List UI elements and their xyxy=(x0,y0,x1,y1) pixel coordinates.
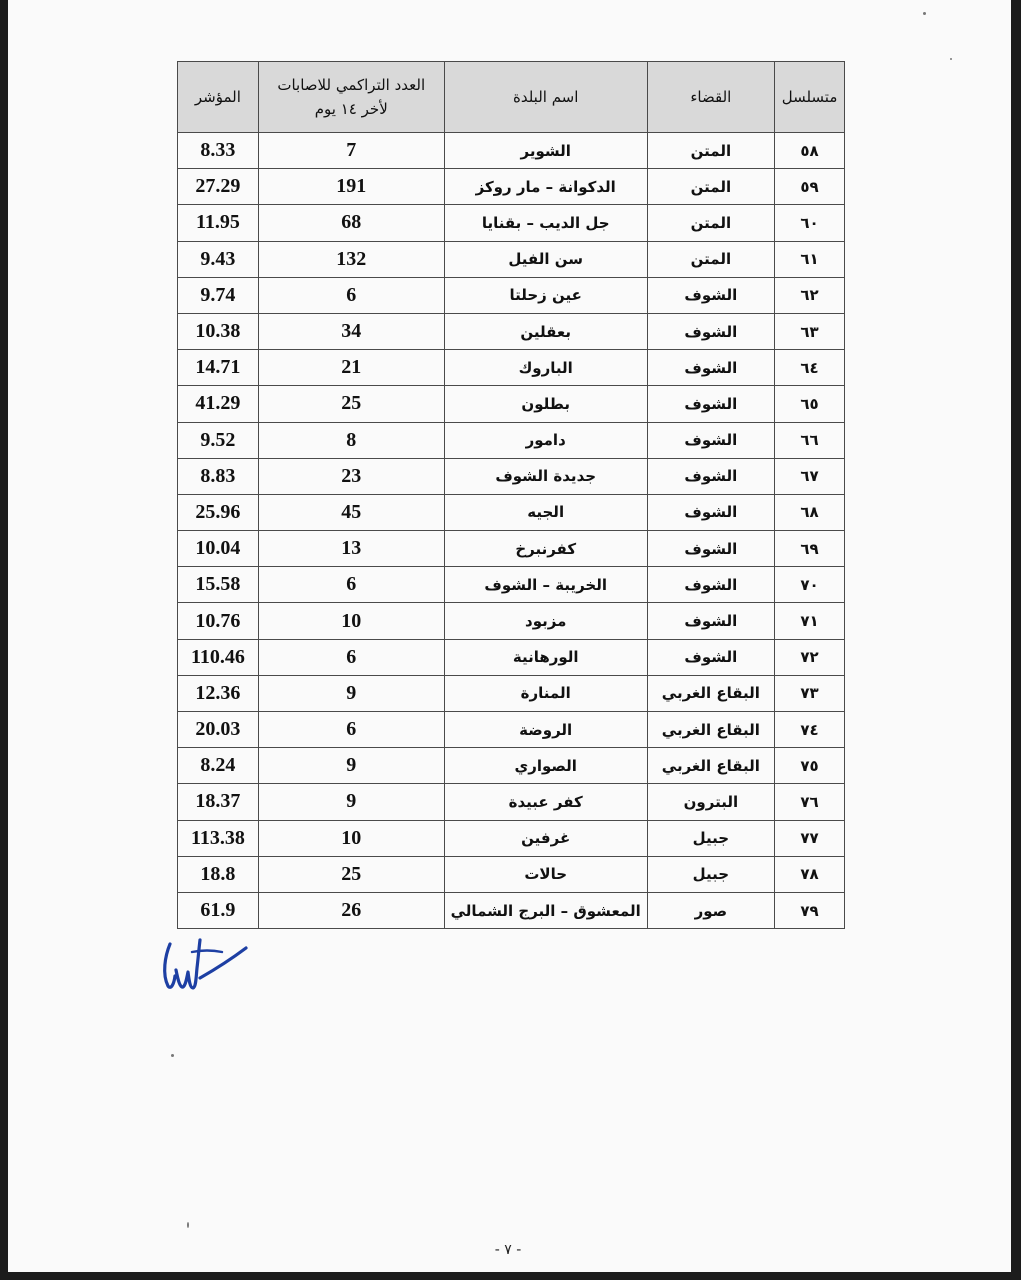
cell-town: جل الديب – بقنايا xyxy=(444,205,647,241)
cell-index: 15.58 xyxy=(178,567,259,603)
cell-index: 18.8 xyxy=(178,856,259,892)
cell-cases: 25 xyxy=(258,856,444,892)
cell-district: الشوف xyxy=(647,603,774,639)
cell-cases: 45 xyxy=(258,494,444,530)
cell-district: صور xyxy=(647,892,774,928)
table-row xyxy=(178,639,845,675)
cell-cases: 191 xyxy=(258,169,444,205)
scan-speck xyxy=(187,1222,189,1228)
cell-town: بطلون xyxy=(444,386,647,422)
cell-town: عين زحلتا xyxy=(444,277,647,313)
cell-district: الشوف xyxy=(647,277,774,313)
cell-serial: ٦١ xyxy=(775,241,845,277)
cell-index: 110.46 xyxy=(178,639,259,675)
cell-cases: 68 xyxy=(258,205,444,241)
cell-town: المعشوق – البرج الشمالي xyxy=(444,892,647,928)
cell-district: الشوف xyxy=(647,567,774,603)
table-row xyxy=(178,241,845,277)
cell-index: 27.29 xyxy=(178,169,259,205)
table-row xyxy=(178,350,845,386)
cell-index: 12.36 xyxy=(178,675,259,711)
table-row xyxy=(178,603,845,639)
paper-sheet xyxy=(8,0,1011,1272)
cell-town: الدكوانة – مار روكز xyxy=(444,169,647,205)
signature xyxy=(156,930,256,998)
header-district: القضاء xyxy=(647,62,774,133)
cell-serial: ٦٣ xyxy=(775,313,845,349)
cell-cases: 10 xyxy=(258,603,444,639)
cell-index: 9.74 xyxy=(178,277,259,313)
cell-index: 11.95 xyxy=(178,205,259,241)
cell-town: دامور xyxy=(444,422,647,458)
cell-serial: ٧٨ xyxy=(775,856,845,892)
cell-index: 20.03 xyxy=(178,712,259,748)
cell-index: 41.29 xyxy=(178,386,259,422)
cell-serial: ٧٠ xyxy=(775,567,845,603)
cell-town: المنارة xyxy=(444,675,647,711)
towns-table xyxy=(177,61,845,929)
cell-town: كفرنبرخ xyxy=(444,531,647,567)
cell-town: غرفين xyxy=(444,820,647,856)
table-row xyxy=(178,313,845,349)
cell-cases: 9 xyxy=(258,748,444,784)
table-row xyxy=(178,748,845,784)
cell-cases: 10 xyxy=(258,820,444,856)
cell-cases: 6 xyxy=(258,712,444,748)
table-row xyxy=(178,567,845,603)
table-row xyxy=(178,784,845,820)
cell-cases: 25 xyxy=(258,386,444,422)
table-body xyxy=(178,133,845,929)
cell-district: الشوف xyxy=(647,386,774,422)
cell-district: الشوف xyxy=(647,313,774,349)
cell-serial: ٦٨ xyxy=(775,494,845,530)
cell-index: 25.96 xyxy=(178,494,259,530)
cell-cases: 21 xyxy=(258,350,444,386)
cell-district: البقاع الغربي xyxy=(647,675,774,711)
scan-speck xyxy=(171,1054,174,1057)
header-cases-line2: لأخر ١٤ يوم xyxy=(314,100,388,118)
cell-town: الجيه xyxy=(444,494,647,530)
cell-index: 8.83 xyxy=(178,458,259,494)
table-row xyxy=(178,820,845,856)
header-index: المؤشر xyxy=(178,62,259,133)
header-row xyxy=(178,62,845,133)
cell-district: المتن xyxy=(647,133,774,169)
cell-town: الخريبة – الشوف xyxy=(444,567,647,603)
cell-serial: ٧٧ xyxy=(775,820,845,856)
cell-serial: ٦٤ xyxy=(775,350,845,386)
table-row xyxy=(178,856,845,892)
cell-index: 18.37 xyxy=(178,784,259,820)
table-row xyxy=(178,494,845,530)
cell-district: الشوف xyxy=(647,350,774,386)
table-row xyxy=(178,531,845,567)
cell-serial: ٧٦ xyxy=(775,784,845,820)
cell-cases: 132 xyxy=(258,241,444,277)
table-row xyxy=(178,422,845,458)
table-row xyxy=(178,277,845,313)
scan-speck xyxy=(923,12,926,15)
header-cases xyxy=(258,62,444,133)
cell-town: سن الفيل xyxy=(444,241,647,277)
cell-index: 9.43 xyxy=(178,241,259,277)
cell-serial: ٦٧ xyxy=(775,458,845,494)
cell-town: حالات xyxy=(444,856,647,892)
header-town: اسم البلدة xyxy=(444,62,647,133)
cell-town: الروضة xyxy=(444,712,647,748)
cell-cases: 8 xyxy=(258,422,444,458)
cell-district: الشوف xyxy=(647,531,774,567)
page-number: - ٧ - xyxy=(494,1242,522,1258)
document-page xyxy=(8,0,1011,1272)
cell-index: 61.9 xyxy=(178,892,259,928)
cell-serial: ٧٥ xyxy=(775,748,845,784)
cell-serial: ٥٩ xyxy=(775,169,845,205)
cell-serial: ٦٩ xyxy=(775,531,845,567)
cell-serial: ٥٨ xyxy=(775,133,845,169)
cell-serial: ٦٥ xyxy=(775,386,845,422)
cell-town: الورهانية xyxy=(444,639,647,675)
cell-district: المتن xyxy=(647,169,774,205)
cell-cases: 7 xyxy=(258,133,444,169)
table-header xyxy=(178,62,845,133)
cell-cases: 23 xyxy=(258,458,444,494)
cell-district: الشوف xyxy=(647,458,774,494)
cell-town: الباروك xyxy=(444,350,647,386)
cell-town: كفر عبيدة xyxy=(444,784,647,820)
cell-cases: 6 xyxy=(258,277,444,313)
table-row xyxy=(178,133,845,169)
cell-district: الشوف xyxy=(647,639,774,675)
cell-district: جبيل xyxy=(647,856,774,892)
cell-serial: ٧٩ xyxy=(775,892,845,928)
cell-index: 10.04 xyxy=(178,531,259,567)
cell-district: المتن xyxy=(647,205,774,241)
cell-cases: 6 xyxy=(258,639,444,675)
cell-town: بعقلين xyxy=(444,313,647,349)
cell-cases: 34 xyxy=(258,313,444,349)
cell-index: 10.76 xyxy=(178,603,259,639)
cell-town: جديدة الشوف xyxy=(444,458,647,494)
table-row xyxy=(178,458,845,494)
cell-district: البقاع الغربي xyxy=(647,712,774,748)
cell-serial: ٦٠ xyxy=(775,205,845,241)
header-serial: متسلسل xyxy=(775,62,845,133)
cell-serial: ٧١ xyxy=(775,603,845,639)
cell-serial: ٧٢ xyxy=(775,639,845,675)
cell-district: الشوف xyxy=(647,422,774,458)
cell-cases: 6 xyxy=(258,567,444,603)
cell-town: الصواري xyxy=(444,748,647,784)
cell-cases: 9 xyxy=(258,784,444,820)
cell-index: 113.38 xyxy=(178,820,259,856)
table-row xyxy=(178,169,845,205)
cell-cases: 9 xyxy=(258,675,444,711)
cell-serial: ٧٣ xyxy=(775,675,845,711)
cell-district: البقاع الغربي xyxy=(647,748,774,784)
table-row xyxy=(178,386,845,422)
table-row xyxy=(178,892,845,928)
cell-index: 8.24 xyxy=(178,748,259,784)
scan-speck xyxy=(950,58,952,60)
cell-district: جبيل xyxy=(647,820,774,856)
cell-index: 14.71 xyxy=(178,350,259,386)
cell-district: البترون xyxy=(647,784,774,820)
table-row xyxy=(178,675,845,711)
cell-index: 9.52 xyxy=(178,422,259,458)
cell-index: 10.38 xyxy=(178,313,259,349)
cell-serial: ٦٢ xyxy=(775,277,845,313)
table-row xyxy=(178,205,845,241)
table-row xyxy=(178,712,845,748)
cell-serial: ٦٦ xyxy=(775,422,845,458)
cell-cases: 13 xyxy=(258,531,444,567)
cell-town: الشوير xyxy=(444,133,647,169)
cell-cases: 26 xyxy=(258,892,444,928)
cell-district: المتن xyxy=(647,241,774,277)
cell-district: الشوف xyxy=(647,494,774,530)
header-cases-line1: العدد التراكمي للاصابات xyxy=(277,76,426,94)
cell-town: مزبود xyxy=(444,603,647,639)
cell-index: 8.33 xyxy=(178,133,259,169)
cell-serial: ٧٤ xyxy=(775,712,845,748)
